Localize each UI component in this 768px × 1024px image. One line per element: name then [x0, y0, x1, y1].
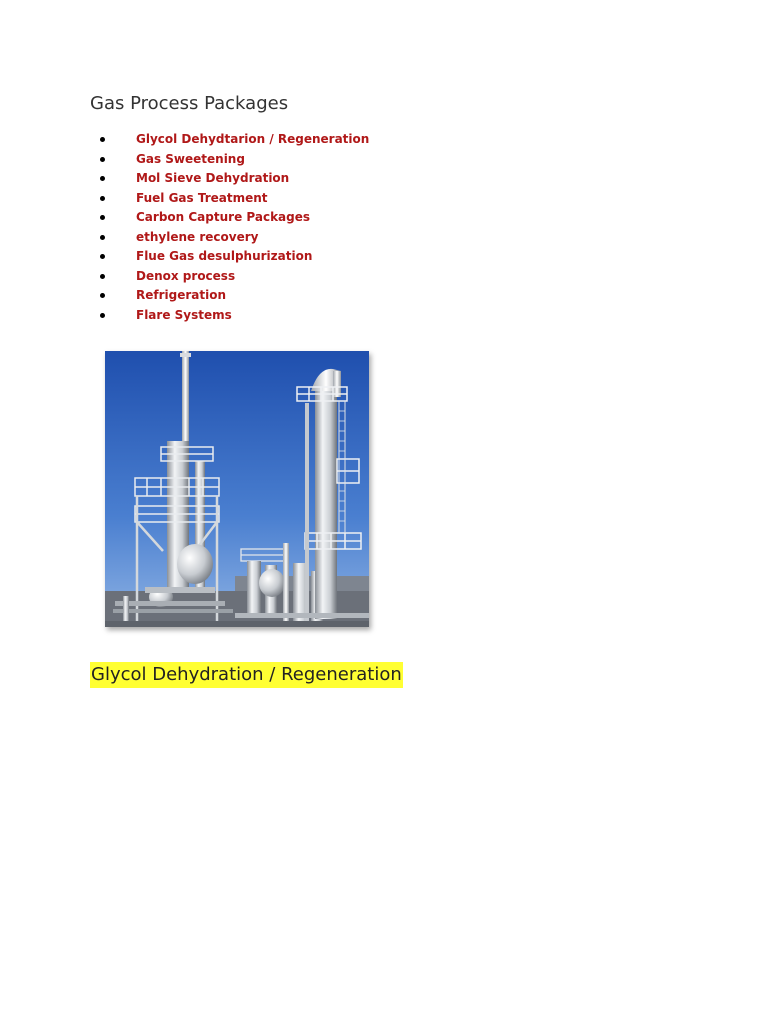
list-item: [0, 190, 400, 210]
list-item: [0, 307, 400, 327]
list-item-label: Flare Systems: [136, 307, 232, 322]
gas-plant-illustration: [105, 351, 369, 627]
list-item-label: Fuel Gas Treatment: [136, 190, 268, 205]
bullet-icon: [100, 313, 105, 318]
list-item-label: Refrigeration: [136, 288, 227, 302]
bullet-icon: [100, 137, 105, 142]
list-item: [0, 209, 400, 229]
list-item-label: Gas Sweetening: [136, 151, 245, 166]
list-item-label: Glycol Dehydtarion / Regeneration: [136, 132, 370, 146]
list-item: [0, 151, 400, 171]
list-item-label: ethylene recovery: [136, 229, 259, 244]
bullet-icon: [100, 293, 105, 298]
list-item: [0, 287, 400, 307]
gas-process-list: [0, 131, 400, 326]
bullet-icon: [100, 176, 105, 181]
list-item-label: Denox process: [136, 268, 236, 283]
bullet-icon: [100, 157, 105, 162]
bullet-icon: [100, 235, 105, 240]
list-item: [0, 229, 400, 249]
list-item: [0, 248, 400, 268]
section-heading: Glycol Dehydration / Regeneration: [90, 662, 403, 688]
page-heading: Gas Process Packages: [90, 93, 289, 114]
list-item: [0, 268, 400, 288]
bullet-icon: [100, 215, 105, 220]
bullet-icon: [100, 196, 105, 201]
list-item-label: Carbon Capture Packages: [136, 210, 311, 224]
bullet-icon: [100, 274, 105, 279]
list-item-label: Flue Gas desulphurization: [136, 249, 313, 263]
list-item: [0, 170, 400, 190]
list-item: [0, 131, 400, 151]
bullet-icon: [100, 254, 105, 259]
list-item-label: Mol Sieve Dehydration: [136, 171, 290, 185]
gas-plant-photo: [105, 351, 369, 627]
